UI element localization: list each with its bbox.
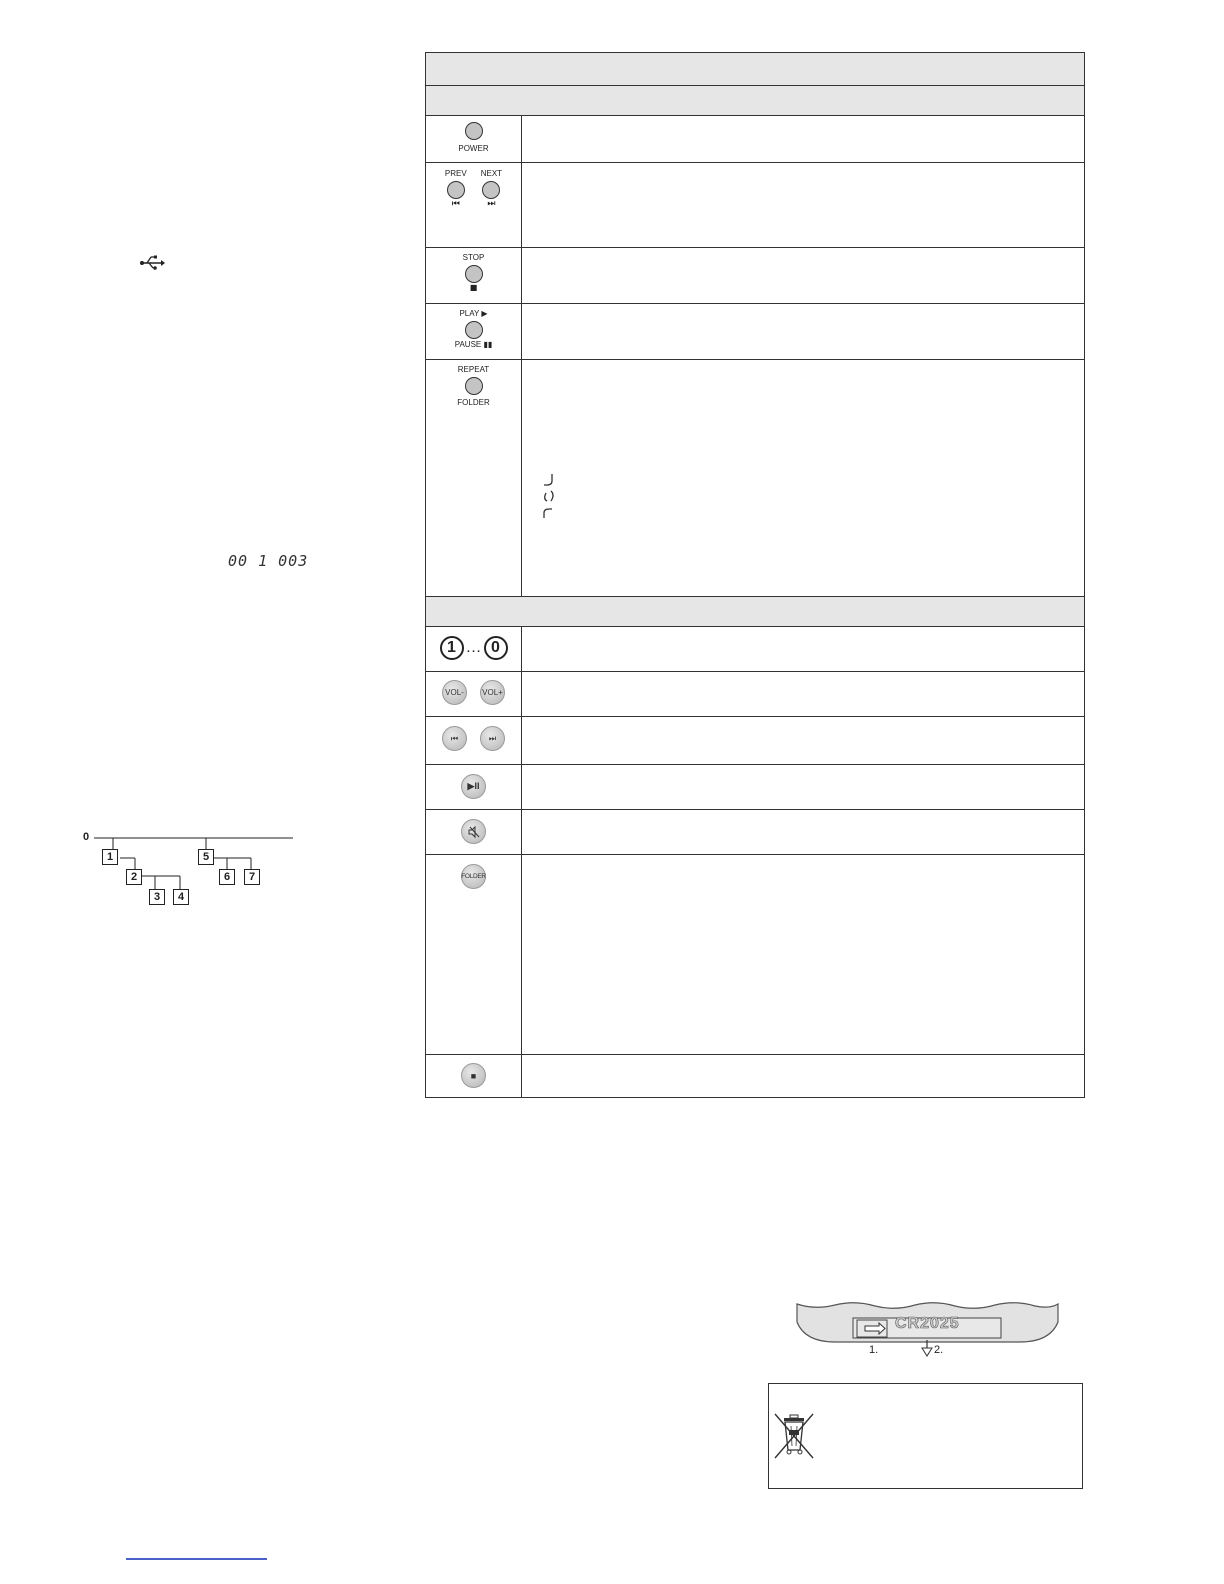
folder-tree-diagram (80, 828, 300, 910)
button-label: NEXT (480, 169, 503, 178)
desc-cell (522, 360, 1085, 597)
icon-cell (426, 855, 522, 1055)
folder-tree-lines (80, 828, 300, 910)
crossed-bin-icon (772, 1412, 816, 1460)
step-label: 2. (934, 1344, 944, 1356)
table-row (426, 855, 1085, 1055)
controls-table (425, 52, 1085, 1098)
play-pause-icon: ▶II (461, 774, 486, 799)
section-header-cell (426, 86, 1085, 116)
icon-cell (426, 672, 522, 717)
button-label: POWER (458, 144, 489, 153)
button-label: PAUSE ▮▮ (454, 340, 493, 349)
step-label: 1. (869, 1344, 879, 1356)
table-header-cell (426, 53, 1085, 86)
icon-cell (426, 304, 522, 360)
desc-cell (522, 765, 1085, 810)
icon-cell (426, 810, 522, 855)
desc-cell (522, 717, 1085, 765)
play-pause-button-icon (465, 321, 483, 339)
folder-box: 3 (149, 889, 165, 905)
battery-replacement-figure (795, 1302, 1060, 1362)
table-header-row (426, 53, 1085, 86)
button-label: REPEAT (457, 365, 490, 374)
mute-icon (461, 819, 486, 844)
table-row (426, 1055, 1085, 1098)
folder-box: 4 (173, 889, 189, 905)
desc-cell (522, 163, 1085, 248)
ellipsis: … (465, 639, 482, 656)
table-row (426, 672, 1085, 717)
skip-forward-icon: ⏭ (480, 726, 505, 751)
icon-cell (426, 717, 522, 765)
section-header-unit (426, 86, 1085, 116)
icon-cell (426, 627, 522, 672)
number-key-icon: 1 (440, 636, 464, 660)
next-button-icon (482, 181, 500, 199)
skip-back-icon: ⏮ (442, 726, 467, 751)
button-label: PREV (444, 169, 467, 178)
folder-box: 5 (198, 849, 214, 865)
desc-cell (522, 810, 1085, 855)
table-row (426, 248, 1085, 304)
folder-box: 2 (126, 869, 142, 885)
icon-cell (426, 1055, 522, 1098)
repeat-button-icon (465, 377, 483, 395)
folder-button-icon: FOLDER (461, 864, 486, 889)
tree-root-label: 0 (83, 831, 90, 843)
display-readout: 00 1 003 (228, 552, 309, 570)
stop-button-icon (465, 265, 483, 283)
desc-cell (522, 627, 1085, 672)
number-key-icon: 0 (484, 636, 508, 660)
stop-button-icon: ■ (461, 1063, 486, 1088)
table-row (426, 360, 1085, 597)
icon-cell (426, 116, 522, 163)
link-underline[interactable] (126, 1558, 267, 1560)
repeat-mode-icons (540, 472, 562, 520)
disposal-notice-box (768, 1383, 1083, 1489)
table-row (426, 627, 1085, 672)
icon-cell (426, 765, 522, 810)
desc-cell (522, 116, 1085, 163)
folder-box: 6 (219, 869, 235, 885)
desc-cell (522, 855, 1085, 1055)
desc-cell (522, 672, 1085, 717)
power-button-icon (465, 122, 483, 140)
stop-square-icon: ■ (469, 283, 478, 292)
table-row (426, 765, 1085, 810)
skip-back-icon: ⏮ (451, 199, 460, 209)
skip-forward-icon: ⏭ (487, 199, 496, 209)
button-label: PLAY ▶ (459, 309, 488, 318)
button-label: STOP (462, 253, 485, 262)
table-row (426, 717, 1085, 765)
vol-down-button-icon: VOL- (442, 680, 467, 705)
table-row (426, 163, 1085, 248)
table-row (426, 304, 1085, 360)
section-header-cell (426, 597, 1085, 627)
remote-bottom-drawing (795, 1302, 1060, 1362)
folder-box: 7 (244, 869, 260, 885)
folder-box: 1 (102, 849, 118, 865)
prev-button-icon (447, 181, 465, 199)
section-header-remote (426, 597, 1085, 627)
icon-cell (426, 163, 522, 248)
button-label: FOLDER (457, 398, 490, 407)
icon-cell (426, 248, 522, 304)
battery-label: CR2025 (895, 1315, 960, 1332)
usb-icon (139, 254, 165, 272)
desc-cell (522, 1055, 1085, 1098)
icon-cell (426, 360, 522, 597)
table-row (426, 810, 1085, 855)
desc-cell (522, 248, 1085, 304)
vol-up-button-icon: VOL+ (480, 680, 505, 705)
desc-cell (522, 304, 1085, 360)
table-row (426, 116, 1085, 163)
